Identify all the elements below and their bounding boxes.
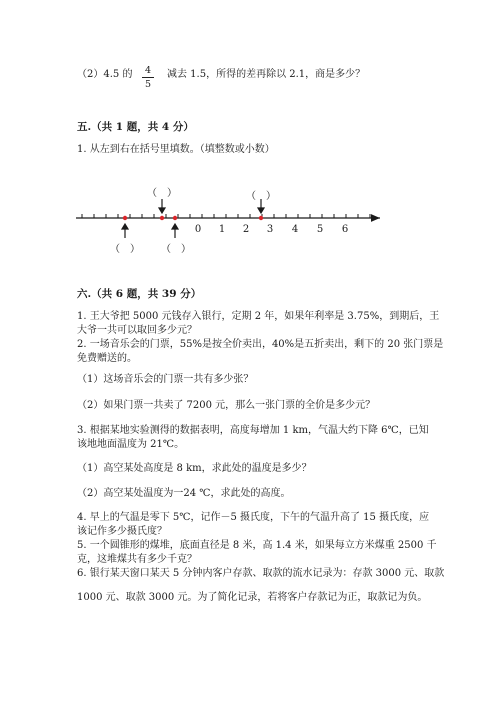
s6-q3-sub2: （2）高空某处温度为一24 ℃，求此处的高度。 (77, 488, 291, 499)
arrow-up-right (172, 224, 178, 229)
s6-q2-line2: 免费赠送的。 (77, 353, 137, 364)
section-5-question-1: 1. 从左到右在括号里填数。（填整数或小数） (77, 144, 275, 155)
point-c (173, 216, 177, 220)
s6-q6-line2: 1000 元、取款 3000 元。为了简化记录，若将客户存款记为正，取款记为负。 (77, 592, 428, 603)
blank-top-left[interactable]: （ ） (147, 188, 177, 199)
s6-q3-sub1: （1）高空某处高度是 8 km，求此处的温度是多少？ (77, 463, 312, 474)
s6-q2-sub1: （1）这场音乐会的门票一共有多少张？ (77, 374, 254, 385)
s6-q3-line2: 该地地面温度为 21℃。 (77, 439, 185, 450)
blank-top-right[interactable]: （ ） (246, 191, 276, 202)
s6-q4-line2: 该记作多少摄氏度？ (77, 526, 167, 537)
question-2-prefix: （2）4.5 的 (77, 69, 133, 80)
tick-label-5: 5 (316, 224, 324, 235)
section-6-title: 六.（共 6 题，共 39 分） (77, 288, 202, 300)
arrow-down-right (258, 208, 264, 213)
s6-q1-line2: 大爷一共可以取回多少元？ (77, 325, 197, 336)
tick-label-2: 2 (242, 224, 250, 235)
s6-q2-sub2: （2）如果门票一共卖了 7200 元，那么一张门票的全价是多少元？ (77, 400, 376, 411)
arrow-up-left (122, 224, 128, 229)
s6-q6-line1: 6. 银行某天窗口某天 5 分钟内客户存款、取款的流水记录为：存款 3000 元、取款 (77, 568, 445, 579)
tick-label-4: 4 (291, 224, 299, 235)
question-2-suffix: 减去 1.5，所得的差再除以 2.1，商是多少？ (167, 69, 366, 80)
s6-q5-line2: 克，这堆煤共有多少千克？ (77, 554, 197, 565)
fraction-denominator: 5 (144, 79, 152, 90)
section-5-title: 五.（共 1 题，共 4 分） (77, 121, 194, 133)
s6-q3-line1: 3. 根据某地实验测得的数据表明，高度每增加 1 km，气温大约下降 6℃，已知 (77, 425, 429, 436)
tick-label-1: 1 (218, 224, 226, 235)
blank-bottom-right[interactable]: （ ） (161, 244, 191, 255)
tick-label-6: 6 (341, 224, 349, 235)
s6-q4-line1: 4. 早上的气温是零下 5℃，记作－5 摄氏度，下午的气温升高了 15 摄氏度，应 (77, 512, 430, 523)
s6-q5-line1: 5. 一个圆锥形的煤堆，底面直径是 8 米，高 1.4 米，如果每立方米煤重 2500 千 (77, 540, 437, 551)
point-a (123, 216, 127, 220)
tick-label-0: 0 (194, 224, 202, 235)
point-b (160, 216, 164, 220)
fraction-numerator: 4 (144, 65, 152, 76)
blank-bottom-left[interactable]: （ ） (110, 244, 140, 255)
tick-label-3: 3 (266, 224, 274, 235)
number-line (0, 0, 500, 270)
s6-q1-line1: 1. 王大爷把 5000 元钱存入银行，定期 2 年，如果年利率是 3.75%，到期后，王 (77, 311, 440, 322)
point-d (259, 216, 263, 220)
s6-q2-line1: 2. 一场音乐会的门票，55%是按全价卖出，40%是五折卖出，剩下的 20 张门票是 (77, 339, 444, 350)
arrow-down-left (159, 208, 165, 213)
